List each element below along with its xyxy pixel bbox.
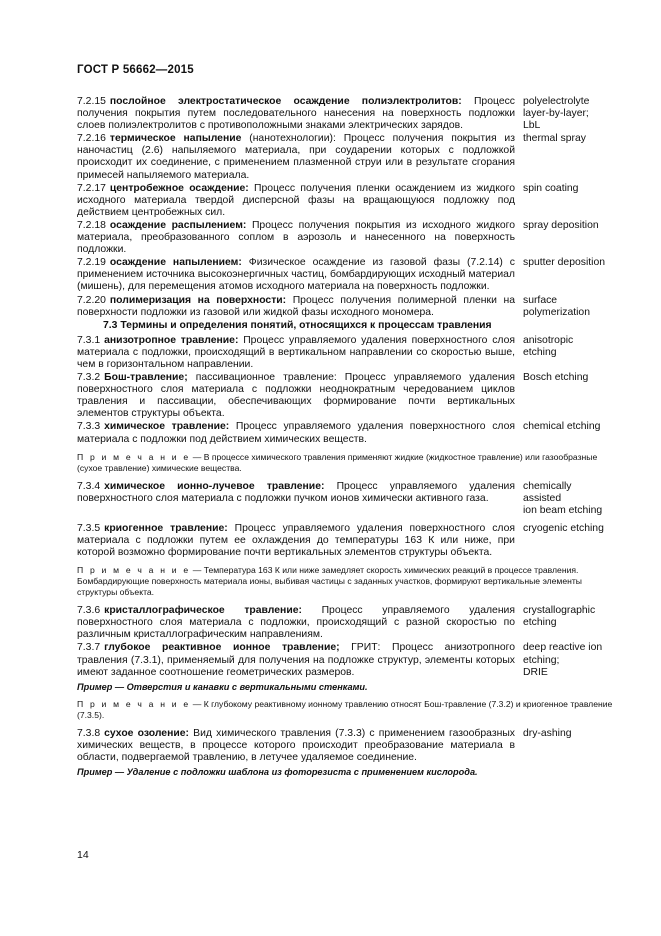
term-definition: [77, 335, 515, 371]
term-entry: [77, 372, 623, 420]
term-number: 7.3.3: [77, 421, 101, 433]
term-definition: [77, 523, 515, 559]
term-definition: [77, 421, 515, 445]
term-entry: [77, 481, 623, 517]
term-definition: [77, 372, 515, 420]
note-label: П р и м е ч а н и е: [77, 698, 191, 709]
term-definition: [77, 295, 515, 319]
term-number: 7.2.16: [77, 133, 106, 145]
term-number: 7.2.18: [77, 219, 106, 231]
term-english: chemically assisted ion beam etching: [523, 480, 603, 516]
term-text: Процесс получения пленки осаждением из жидкого исходного материала твердой дисперсной фазы на вращающуюся подложку под действием центробежных сил.: [77, 182, 515, 218]
term-english: crystallographic etching: [523, 605, 596, 629]
term-text: Физическое осаждение из газовой фазы (7.2.14) с применением источника высокоэнергичных частиц, бомбардирующих исходный материал (мишень), для перемещения атомов исходного материала на поверхность подложки.: [77, 257, 515, 293]
term-entry: [77, 257, 623, 293]
term-text: Процесс управляемого удаления поверхностного слоя материала с подложки, происходящий с разной скоростью по различным кристаллографическим направлениям.: [77, 605, 515, 641]
term-entry: [77, 335, 623, 371]
term-text: Процесс получения покрытия путем последовательного нанесения на поверхность подложки слоев полиэлектролитов с противоположными знаками электрических зарядов.: [77, 96, 515, 132]
term-number: 7.2.19: [77, 257, 106, 269]
note: [77, 565, 617, 598]
note-text: — В процессе химического травления применяют жидкие (жидкостное травление) или газообразные (сухое травление) химические вещества.: [77, 451, 598, 473]
term-number: 7.3.1: [77, 334, 101, 346]
page-content: [77, 96, 623, 784]
term-name: центробежное осаждение:: [109, 182, 249, 194]
term-text: Процесс управляемого удаления поверхностного слоя материала с подложки пучком ионов химически активного газа.: [77, 480, 515, 504]
term-text: Процесс получения покрытия из исходного жидкого материала, преобразованного соплом в аэрозоль и нанесенного на поверхность подложки.: [77, 219, 515, 256]
term-english: anisotropic etching: [523, 334, 574, 358]
section-heading: 7.3 Термины и определения понятий, относящихся к процессам травления: [103, 319, 492, 331]
term-definition: [77, 96, 515, 132]
term-number: 7.3.4: [77, 480, 101, 492]
term-english: polyelectrolyte layer-by-layer; LbL: [523, 96, 590, 132]
term-text: Процесс управляемого удаления поверхностного слоя материала с подложки, происходящий в вертикальном направлении со скоростью выше, чем в горизонтальном направлении.: [77, 334, 515, 370]
term-english: spin coating: [523, 182, 579, 194]
term-english: dry-ashing: [523, 727, 572, 739]
note: [77, 452, 617, 474]
term-name: химическое травление:: [104, 421, 230, 433]
term-entry: [77, 728, 623, 764]
term-english: spray deposition: [523, 219, 599, 231]
term-text: (нанотехнологии): Процесс получения покрытия из наночастиц (2.6) напыляемого материала, при соударении которых с подложкой происходит их соединение, с применением плазменной струи или в результате сгорания примесей напыляемого материала.: [77, 133, 515, 181]
note-text: — Температура 163 К или ниже замедляет скорость химических реакций в процессе травления. Бомбардирующие поверхность материала ионы, выбивая частицы с заданных участков, формируют вертикальные элементы структуры объекта.: [77, 565, 582, 598]
term-entry: [77, 133, 623, 181]
document-header: ГОСТ Р 56662—2015: [77, 64, 194, 76]
term-text: Процесс получения полимерной пленки на поверхности подложки из газовой или жидкой фазы исходного мономера.: [77, 294, 515, 318]
term-definition: [77, 257, 515, 293]
note-label: П р и м е ч а н и е: [77, 451, 191, 462]
term-text: Процесс управляемого удаления поверхностного слоя материала с подложки путем ее охлаждения до температуры 163 К или ниже, при которой возможно формирование почти вертикальных элементов структуры объекта.: [77, 522, 515, 559]
term-entry: [77, 220, 623, 256]
term-english: cryogenic etching: [523, 522, 604, 534]
term-text: пассивационное травление: Процесс управляемого удаления поверхностного слоя материала с подложки неоднократным чередованием циклов травления и пассивации, обеспечивающих формирование почти вертикальных элементов структуры объекта.: [77, 372, 515, 420]
term-number: 7.3.6: [77, 605, 101, 617]
term-number: 7.3.5: [77, 522, 101, 534]
term-name: Бош-травление;: [104, 372, 188, 384]
term-definition: [77, 642, 515, 678]
term-number: 7.2.17: [77, 182, 106, 194]
term-name: анизотропное травление:: [104, 334, 239, 346]
term-name: глубокое реактивное ионное травление;: [104, 642, 340, 654]
term-number: 7.2.15: [77, 96, 106, 107]
term-name: термическое напыление: [109, 133, 242, 145]
term-definition: [77, 220, 515, 256]
term-name: химическое ионно-лучевое травление:: [104, 480, 325, 492]
example: Пример — Удаление с подложки шаблона из фоторезиста с применением кислорода.: [77, 767, 478, 778]
term-name: полимеризация на поверхности:: [109, 294, 287, 306]
term-definition: [77, 481, 515, 517]
term-entry: [77, 523, 623, 559]
term-english: surface polymerization: [523, 294, 590, 318]
term-entry: [77, 183, 623, 219]
note: [77, 699, 617, 721]
term-english: sputter deposition: [523, 257, 606, 269]
term-number: 7.3.7: [77, 642, 101, 654]
term-text: ГРИТ: Процесс анизотропного травления (7.3.1), применяемый для получения на подложке структур, элементы которых имеют заданное соотношение геометрических размеров.: [77, 642, 515, 678]
term-name: осаждение распылением:: [109, 219, 247, 231]
term-english: chemical etching: [523, 421, 601, 433]
term-definition: [77, 728, 515, 764]
term-entry: [77, 96, 623, 132]
term-number: 7.3.2: [77, 372, 101, 384]
example: Пример — Отверстия и канавки с вертикальными стенками.: [77, 681, 368, 692]
term-definition: [77, 183, 515, 219]
term-text: Вид химического травления (7.3.3) с применением газообразных химических веществ, в процессе которого происходит преобразование материала в области, подвергаемой травлению, в летучее удаляемое соединение.: [77, 727, 515, 763]
term-definition: [77, 605, 515, 641]
note-label: П р и м е ч а н и е: [77, 565, 191, 576]
term-entry: [77, 642, 623, 678]
term-definition: [77, 133, 515, 181]
term-name: кристаллографическое травление:: [104, 605, 302, 617]
term-text: Процесс управляемого удаления поверхностного слоя материала с подложки под действием химических веществ.: [77, 421, 515, 445]
term-entry: [77, 605, 623, 641]
page-number: 14: [77, 849, 89, 861]
term-english: thermal spray: [523, 133, 586, 145]
term-entry: [77, 421, 623, 445]
term-name: сухое озоление:: [104, 727, 189, 739]
term-number: 7.3.8: [77, 727, 101, 739]
term-english: deep reactive ion etching; DRIE: [523, 642, 603, 678]
term-number: 7.2.20: [77, 294, 106, 306]
term-entry: [77, 295, 623, 319]
note-text: — К глубокому реактивному ионному травлению относят Бош-травление (7.3.2) и криогенное травление (7.3.5).: [77, 698, 613, 720]
term-name: послойное электростатическое осаждение полиэлектролитов:: [109, 96, 462, 107]
term-name: криогенное травление:: [104, 522, 228, 534]
term-english: Bosch etching: [523, 372, 589, 384]
term-name: осаждение напылением:: [109, 257, 242, 269]
